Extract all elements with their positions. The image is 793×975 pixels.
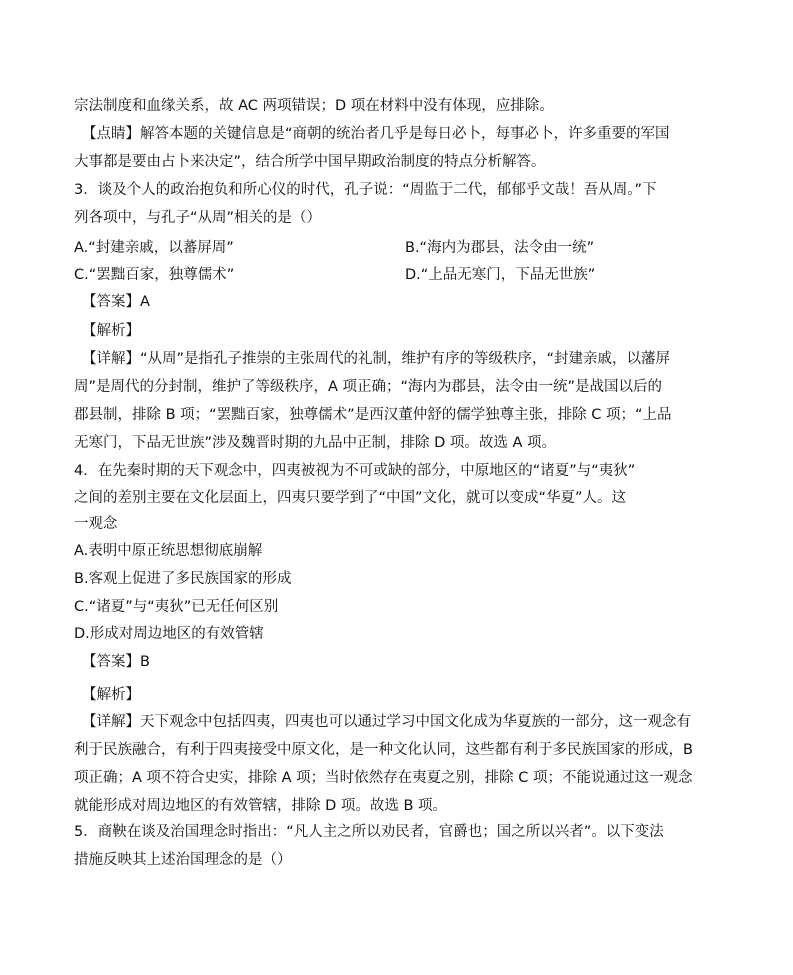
question-4-option-a: A.表明中原正统思想彻底崩解: [74, 543, 263, 559]
question-3-analysis-label: 【解析】: [82, 323, 140, 339]
question-4-stem-cont: 一观念: [74, 516, 118, 532]
question-4-stem: 4．在先秦时期的天下观念中，四夷被视为不可或缺的部分，中原地区的“诸夏”与“夷狄”: [74, 463, 636, 479]
question-3-stem: 3．谈及个人的政治抱负和所心仪的时代，孔子说：“周监于二代，郁郁乎文哉！吾从周。”下: [74, 182, 657, 198]
key-point-line: 【点睛】解答本题的关键信息是“商朝的统治者几乎是每日必卜，每事必卜，许多重要的军国: [82, 126, 670, 142]
question-4-analysis-label: 【解析】: [82, 687, 140, 703]
question-3-detail-cont: 无寒门，下品无世族”涉及魏晋时期的九品中正制，排除 D 项。故选 A 项。: [74, 435, 557, 451]
question-4-option-c: C.“诸夏”与“夷狄”已无任何区别: [74, 599, 279, 615]
question-5-stem-cont: 措施反映其上述治国理念的是（）: [74, 852, 292, 868]
question-4-option-b: B.客观上促进了多民族国家的形成: [74, 571, 292, 587]
question-5-stem: 5．商鞅在谈及治国理念时指出：“凡人主之所以劝民者，官爵也；国之所以兴者”。以下变法: [74, 824, 664, 840]
question-4-detail-cont: 就能形成对周边地区的有效管辖，排除 D 项。故选 B 项。: [74, 798, 448, 814]
text-line: 大事都是要由占卜来决定”，结合所学中国早期政治制度的特点分析解答。: [74, 154, 546, 170]
question-3-detail-cont: 周”是周代的分封制，维护了等级秩序，A 项正确；“海内为郡县，法令由一统”是战国以后的: [74, 379, 663, 395]
question-3-answer: 【答案】A: [82, 294, 150, 310]
question-4-answer: 【答案】B: [82, 654, 150, 670]
question-4-detail-cont: 项正确；A 项不符合史实，排除 A 项；当时依然存在夷夏之别，排除 C 项；不能说通过这一观念: [74, 770, 693, 786]
question-3-detail: 【详解】“从周”是指孔子推崇的主张周代的礼制，维护有序的等级秩序，“封建亲戚，以藩屏: [82, 351, 671, 367]
question-3-option-b: B.“海内为郡县，法令由一统”: [405, 240, 595, 256]
question-3-detail-cont: 郡县制，排除 B 项；“罢黜百家，独尊儒术”是西汉董仲舒的儒学独尊主张，排除 C 项；“上品: [74, 407, 672, 423]
question-3-option-c: C.“罢黜百家，独尊儒术”: [74, 267, 235, 283]
question-4-option-d: D.形成对周边地区的有效管辖: [74, 626, 264, 642]
question-4-detail-cont: 利于民族融合，有利于四夷接受中原文化，是一种文化认同，这些都有利于多民族国家的形成，B: [74, 742, 693, 758]
question-3-option-a: A.“封建亲戚，以蕃屏周”: [74, 240, 234, 256]
text-line: 宗法制度和血缘关系，故 AC 两项错误；D 项在材料中没有体现，应排除。: [74, 98, 554, 114]
question-4-stem-cont: 之间的差别主要在文化层面上，四夷只要学到了“中国”文化，就可以变成“华夏”人。这: [74, 490, 627, 506]
question-3-stem-cont: 列各项中，与孔子“从周”相关的是（）: [74, 210, 322, 226]
question-4-detail: 【详解】天下观念中包括四夷，四夷也可以通过学习中国文化成为华夏族的一部分，这一观念有: [82, 714, 691, 730]
question-3-option-d: D.“上品无寒门，下品无世族”: [405, 267, 596, 283]
